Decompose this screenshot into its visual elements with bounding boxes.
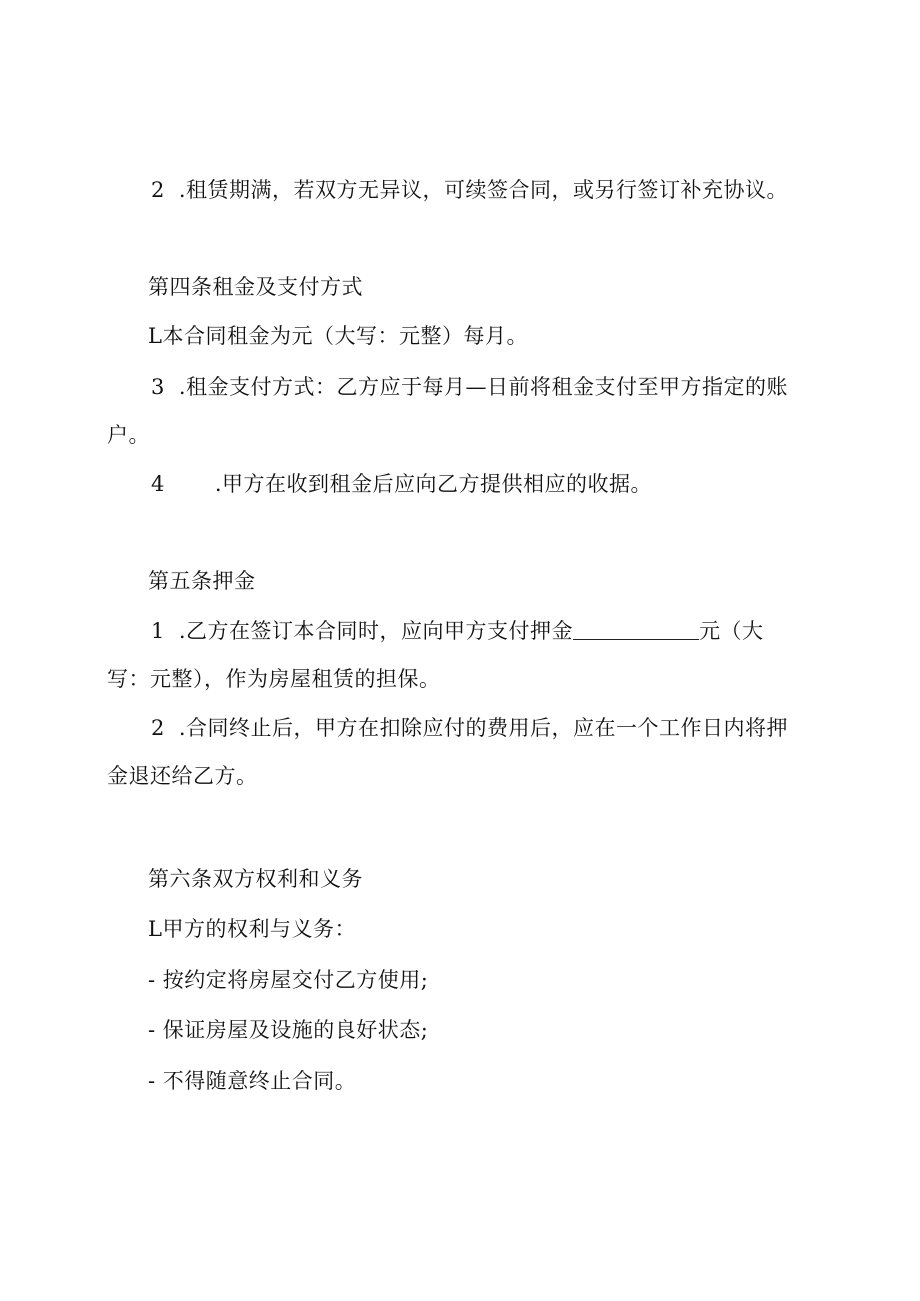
article4-item3 (151, 373, 788, 401)
item-number: 2 (151, 716, 165, 740)
item-text: .合同终止后，甲方在扣除应付的费用后，应在一个工作日内将押 (178, 716, 789, 740)
article6-item1: L甲方的权利与义务： (148, 917, 356, 941)
item-number: 1 (151, 619, 165, 643)
article6-bullet: - 保证房屋及设施的良好状态; (148, 1018, 429, 1042)
article3-item2 (151, 176, 788, 204)
article6-heading: 第六条双方权利和义务 (148, 867, 363, 891)
article5-item1 (151, 617, 764, 645)
article6-bullet: - 不得随意终止合同。 (148, 1069, 357, 1093)
item-text: .租金支付方式：乙方应于每月—日前将租金支付至甲方指定的账 (178, 375, 789, 399)
article4-heading: 第四条租金及支付方式 (148, 275, 363, 299)
article5-item2-continuation: 金退还给乙方。 (107, 764, 258, 788)
item-text: .乙方在签订本合同时，应向甲方支付押金 (178, 619, 574, 643)
item-text: .甲方在收到租金后应向乙方提供相应的收据。 (214, 472, 653, 496)
article5-item2 (151, 714, 788, 742)
item-number: 4 (151, 472, 165, 496)
article5-item1-continuation: 写：元整），作为房屋租赁的担保。 (107, 667, 441, 691)
item-number: 3 (151, 375, 165, 399)
article4-item3-continuation: 户。 (107, 423, 150, 447)
article4-item1: L本合同租金为元（大写：元整）每月。 (148, 324, 528, 348)
item-text-after-blank: 元（大 (699, 619, 764, 643)
amount-blank (573, 619, 699, 640)
article4-item4 (151, 470, 652, 498)
article5-heading: 第五条押金 (148, 569, 256, 593)
item-text: .租赁期满，若双方无异议，可续签合同，或另行签订补充协议。 (178, 178, 789, 202)
item-number: 2 (151, 178, 165, 202)
article6-bullet: - 按约定将房屋交付乙方使用; (148, 968, 429, 992)
